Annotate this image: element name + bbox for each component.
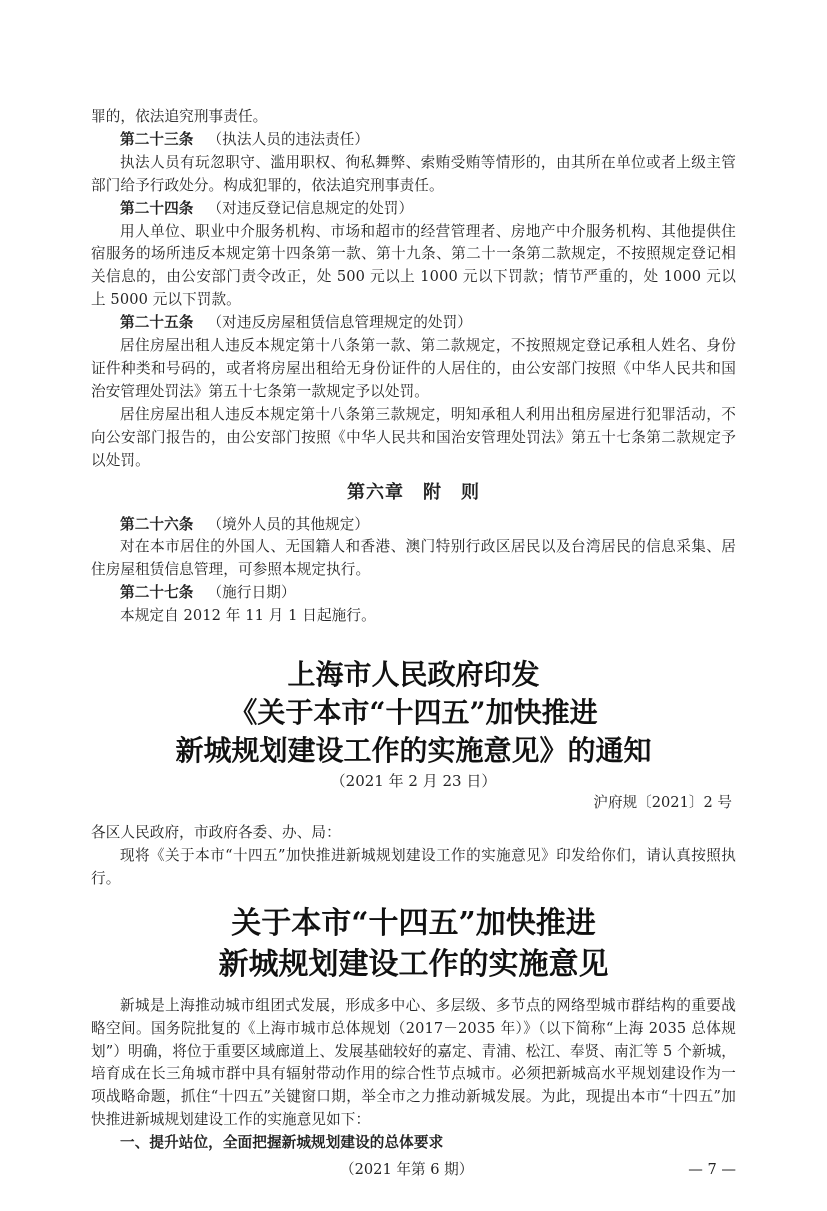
article-26-body: 对在本市居住的外国人、无国籍人和香港、澳门特别行政区居民以及台湾居民的信息采集、居住房屋租赁信息管理，可参照本规定执行。 [91, 538, 736, 579]
article-25-body-2: 居住房屋出租人违反本规定第十八条第三款规定，明知承租人利用出租房屋进行犯罪活动，不向公安部门报告的，由公安部门按照《中华人民共和国治安管理处罚法》第五十七条第二款规定予以处罚。 [91, 405, 736, 469]
article-25-body-1: 居住房屋出租人违反本规定第十八条第一款、第二款规定，不按照规定登记承租人姓名、身份证件种类和号码的，或者将房屋出租给无身份证件的人居住的，由公安部门按照《中华人民共和国治安管理处罚法》第五十七条第一款规定予以处罚。 [91, 337, 736, 400]
opinion-title: 关于本市“十四五”加快推进 新城规划建设工作的实施意见 [218, 905, 609, 982]
article-25-heading: 第二十五条 （对违反房屋租赁信息管理规定的处罚） [120, 314, 472, 332]
page-footer [91, 1159, 736, 1181]
chapter-heading: 第六章 附 则 [347, 481, 480, 503]
page-number: — 7 — [688, 1161, 736, 1179]
notice-date: （2021 年 2 月 23 日） [330, 772, 497, 791]
opinion-body [91, 995, 736, 1155]
notice-body [91, 822, 736, 891]
article-23-body: 执法人员有玩忽职守、滥用职权、徇私舞弊、索贿受贿等情形的，由其所在单位或者上级主管部门给予行政处分。构成犯罪的，依法追究刑事责任。 [91, 153, 736, 194]
notice-text: 现将《关于本市“十四五”加快推进新城规划建设工作的实施意见》印发给你们，请认真按照执行。 [91, 846, 736, 887]
article-27-body: 本规定自 2012 年 11 月 1 日起施行。 [120, 607, 376, 625]
document-number: 沪府规〔2021〕2 号 [593, 794, 732, 812]
article-24-heading: 第二十四条 （对违反登记信息规定的处罚） [120, 199, 414, 217]
article-26-heading: 第二十六条 （境外人员的其他规定） [120, 515, 370, 533]
article-27-heading: 第二十七条 （施行日期） [120, 584, 296, 602]
article-23-heading: 第二十三条 （执法人员的违法责任） [120, 130, 370, 148]
issue-label: （2021 年第 6 期） [340, 1161, 474, 1179]
section-heading-1: 一、提升站位，全面把握新城规划建设的总体要求 [120, 1134, 444, 1152]
paragraph: 罪的，依法追究刑事责任。 [91, 108, 268, 125]
notice-title: 上海市人民政府印发 《关于本市“十四五”加快推进 新城规划建设工作的实施意见》的通知 [175, 658, 652, 768]
opinion-intro: 新城是上海推动城市组团式发展，形成多中心、多层级、多节点的网络型城市群结构的重要战略空间。国务院批复的《上海市城市总体规划（2017－2035 年）》（以下简称“上海 2035 总体规划”）明确，将位于重要区域廊道上、发展基础较好的嘉定、青浦、松江、奉贤、南汇等 5 个新城，培育成在长三角城市群中具有辐射带动作用的综合性节点城市。必须把新城高水平规划建设作为一项战略命题，抓住“十四五”关键窗口期，举全市之力推动新城发展。为此，现提出本市“十四五”加快推进新城规划建设工作的实施意见如下： [91, 996, 736, 1129]
addressee: 各区人民政府，市政府各委、办、局： [91, 824, 341, 842]
article-24-body: 用人单位、职业中介服务机构、市场和超市的经营管理者、房地产中介服务机构、其他提供住宿服务的场所违反本规定第十四条第一款、第十九条、第二十一条第二款规定，不按照规定登记相关信息的，由公安部门责令改正，处 500 元以上 1000 元以下罚款；情节严重的，处 1000 元以上 5000 元以下罚款。 [91, 222, 736, 309]
regulation-continuation [91, 106, 736, 628]
